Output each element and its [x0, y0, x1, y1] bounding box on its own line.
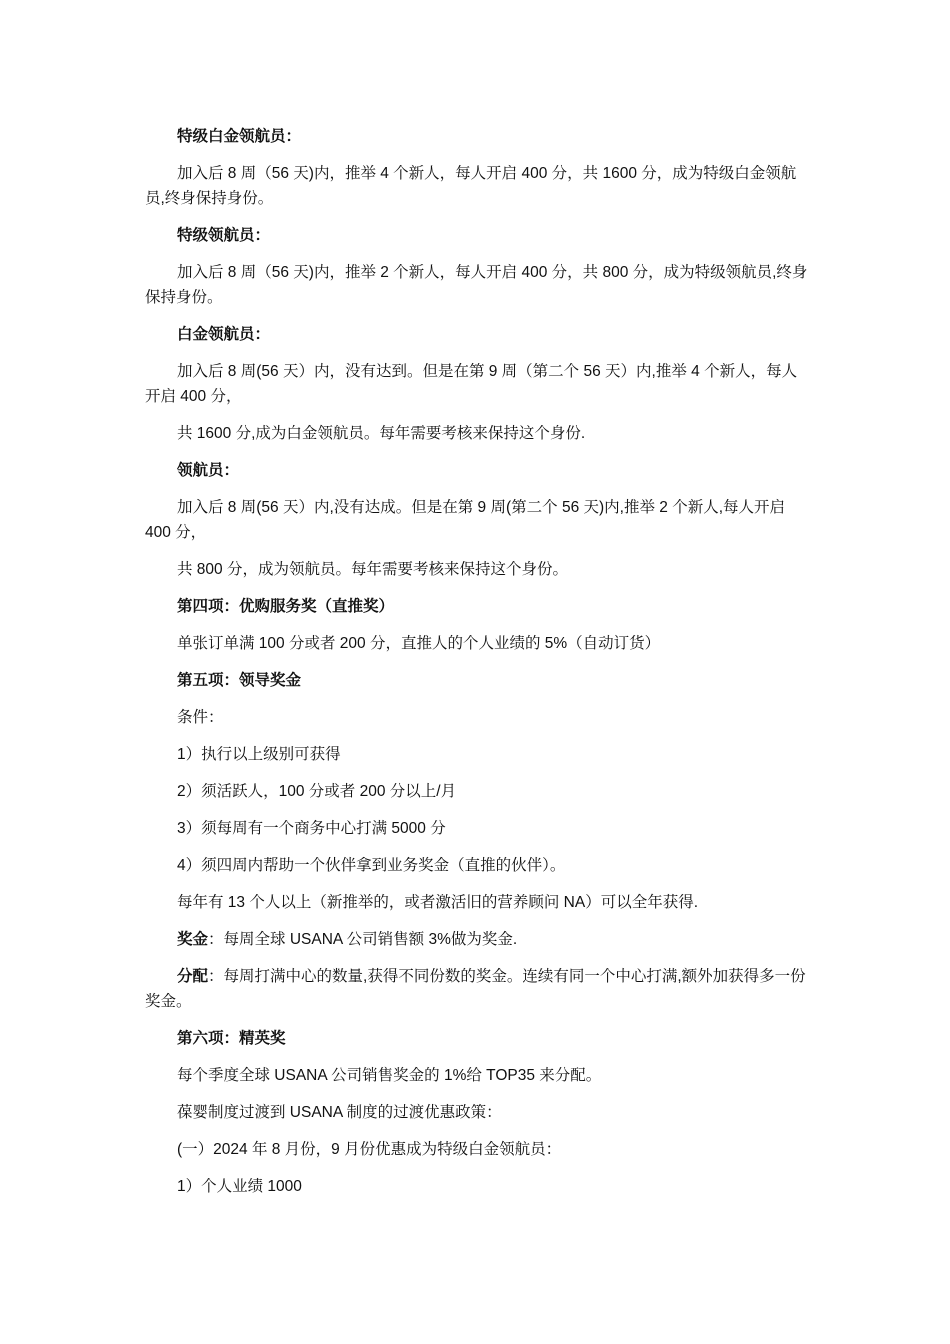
body-paragraph: 加入后 8 周(56 天）内,没有达成。但是在第 9 周(第二个 56 天)内,推举 2 个新人,每人开启 400 分，	[145, 499, 786, 541]
body-paragraph: (一）2024 年 8 月份，9 月份优惠成为特级白金领航员：	[177, 1141, 562, 1158]
body-paragraph: 共 800 分，成为领航员。每年需要考核来保持这个身份。	[177, 561, 568, 578]
heading-special-navigator: 特级领航员：	[177, 227, 271, 244]
list-item: 3）须每周有一个商务中心打满 5000 分	[177, 820, 446, 837]
list-item: 2）须活跃人，100 分或者 200 分以上/月	[177, 783, 457, 800]
paragraph-label: 分配	[177, 968, 209, 985]
paragraph-label: 奖金	[177, 931, 209, 948]
heading-special-platinum-navigator: 特级白金领航员：	[177, 128, 302, 145]
body-paragraph: 单张订单满 100 分或者 200 分，直推人的个人业绩的 5%（自动订货）	[177, 635, 661, 652]
body-paragraph: 共 1600 分,成为白金领航员。每年需要考核来保持这个身份.	[177, 425, 586, 442]
body-paragraph: 加入后 8 周(56 天）内，没有达到。但是在第 9 周（第二个 56 天）内,推举 4 个新人，每人开启 400 分，	[145, 363, 798, 405]
heading-navigator: 领航员：	[177, 462, 240, 479]
paragraph-text: ：每周全球 USANA 公司销售额 3%做为奖金.	[208, 931, 518, 948]
heading-item-five: 第五项：领导奖金	[177, 672, 302, 689]
heading-platinum-navigator: 白金领航员：	[177, 326, 271, 343]
labeled-paragraph-distribution	[145, 964, 809, 1014]
document-body	[145, 124, 809, 1211]
list-item: 1）执行以上级别可获得	[177, 746, 341, 763]
body-paragraph: 加入后 8 周（56 天)内，推举 4 个新人，每人开启 400 分，共 1600 分，成为特级白金领航员,终身保持身份。	[145, 165, 797, 207]
body-paragraph: 葆婴制度过渡到 USANA 制度的过渡优惠政策：	[177, 1104, 502, 1121]
body-paragraph: 条件：	[177, 709, 224, 726]
paragraph-text: ：每周打满中心的数量,获得不同份数的奖金。连续有同一个中心打满,额外加获得多一份奖金。	[145, 968, 806, 1010]
body-paragraph: 每个季度全球 USANA 公司销售奖金的 1%给 TOP35 来分配。	[177, 1067, 602, 1084]
heading-item-four: 第四项：优购服务奖（直推奖）	[177, 598, 395, 615]
labeled-paragraph-bonus	[145, 927, 809, 952]
list-item: 4）须四周内帮助一个伙伴拿到业务奖金（直推的伙伴）。	[177, 857, 566, 874]
heading-item-six: 第六项：精英奖	[177, 1030, 286, 1047]
body-paragraph: 每年有 13 个人以上（新推举的，或者激活旧的营养顾问 NA）可以全年获得.	[177, 894, 699, 911]
list-item: 1）个人业绩 1000	[177, 1178, 302, 1195]
body-paragraph: 加入后 8 周（56 天)内，推举 2 个新人，每人开启 400 分，共 800 分，成为特级领航员,终身保持身份。	[145, 264, 808, 306]
